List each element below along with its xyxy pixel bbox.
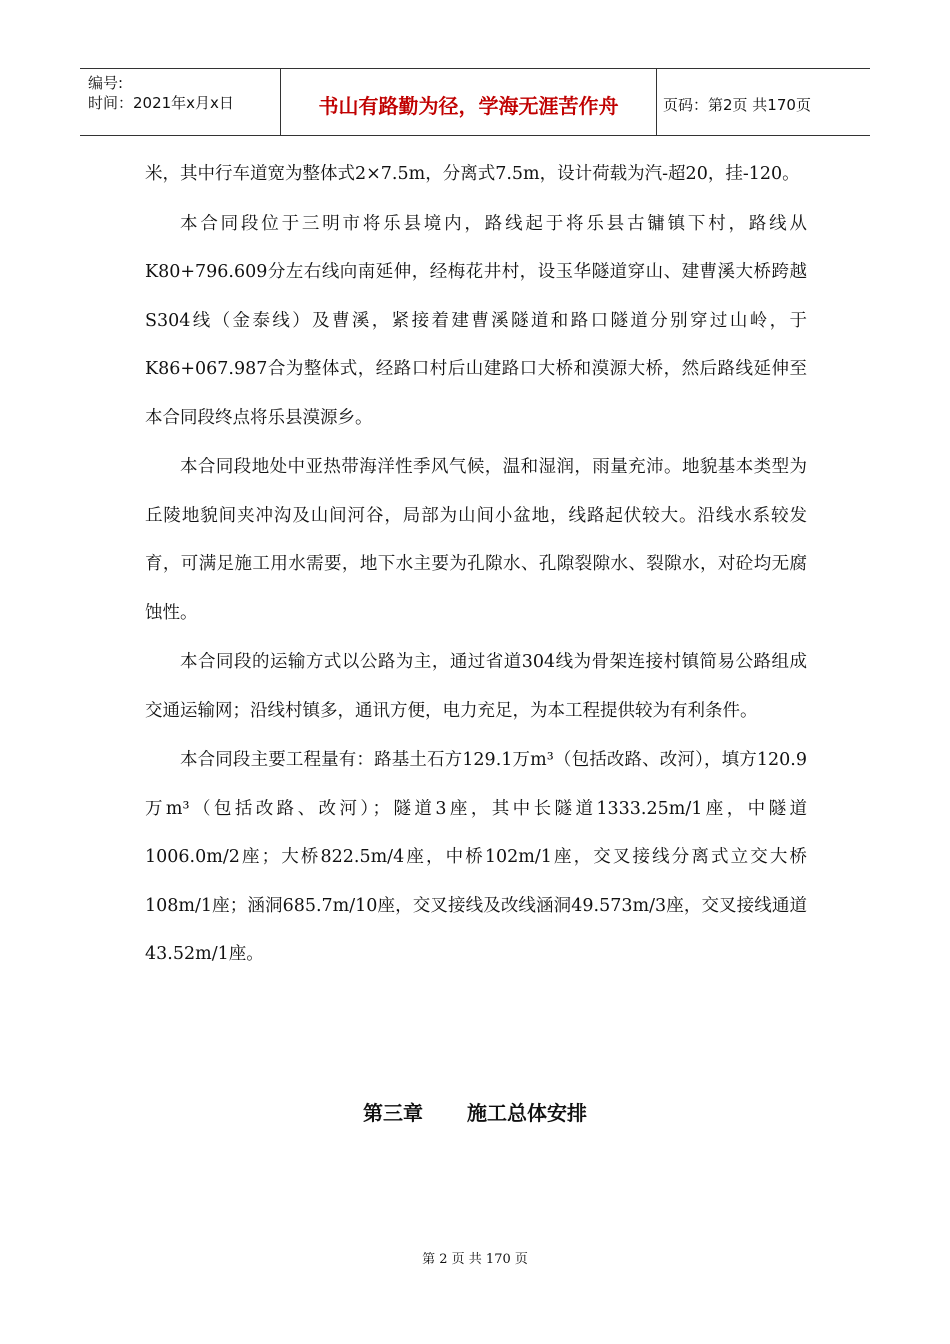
chapter-heading	[0, 1097, 950, 1126]
chapter-title: 施工总体安排	[467, 1101, 587, 1125]
chapter-number: 第三章	[363, 1101, 423, 1125]
paragraph: 本合同段地处中亚热带海洋性季风气候，温和湿润，雨量充沛。地貌基本类型为丘陵地貌间夹冲沟及山间河谷，局部为山间小盆地，线路起伏较大。沿线水系较发育，可满足施工用水需要，地下水主要为孔隙水、孔隙裂隙水、裂隙水，对砼均无腐蚀性。	[145, 457, 807, 623]
paragraph: 米，其中行车道宽为整体式2×7.5m，分离式7.5m，设计荷载为汽-超20，挂-120。	[145, 164, 800, 184]
header-motto: 书山有路勤为径，学海无涯苦作舟	[281, 69, 657, 135]
serial-label: 编号:	[88, 74, 124, 92]
body-text	[145, 150, 807, 980]
paragraph: 本合同段位于三明市将乐县境内，路线起于将乐县古镛镇下村，路线从K80+796.609分左右线向南延伸，经梅花井村，设玉华隧道穿山、建曹溪大桥跨越S304线（金泰线）及曹溪，紧接着建曹溪隧道和路口隧道分别穿过山岭，于K86+067.987合为整体式，经路口村后山建路口大桥和漠源大桥，然后路线延伸至本合同段终点将乐县漠源乡。	[145, 213, 807, 428]
paragraph: 本合同段的运输方式以公路为主，通过省道304线为骨架连接村镇简易公路组成交通运输网；沿线村镇多，通讯方便，电力充足，为本工程提供较为有利条件。	[145, 652, 807, 721]
page-footer: 第 2 页 共 170 页	[422, 1252, 528, 1267]
time-label: 时间：2021年x月x日	[88, 94, 234, 112]
document-header	[80, 68, 870, 136]
paragraph: 本合同段主要工程量有：路基土石方129.1万m³（包括改路、改河），填方120.9万m³（包括改路、改河）；隧道3座，其中长隧道1333.25m/1座，中隧道1006.0m/2座；大桥822.5m/4座，中桥102m/1座，交叉接线分离式立交大桥108m/1座；涵洞685.7m/10座，交叉接线及改线涵洞49.573m/3座，交叉接线通道43.52m/1座。	[145, 750, 807, 964]
header-page-info: 页码：第2页 共170页	[663, 95, 811, 114]
header-meta	[80, 69, 281, 135]
